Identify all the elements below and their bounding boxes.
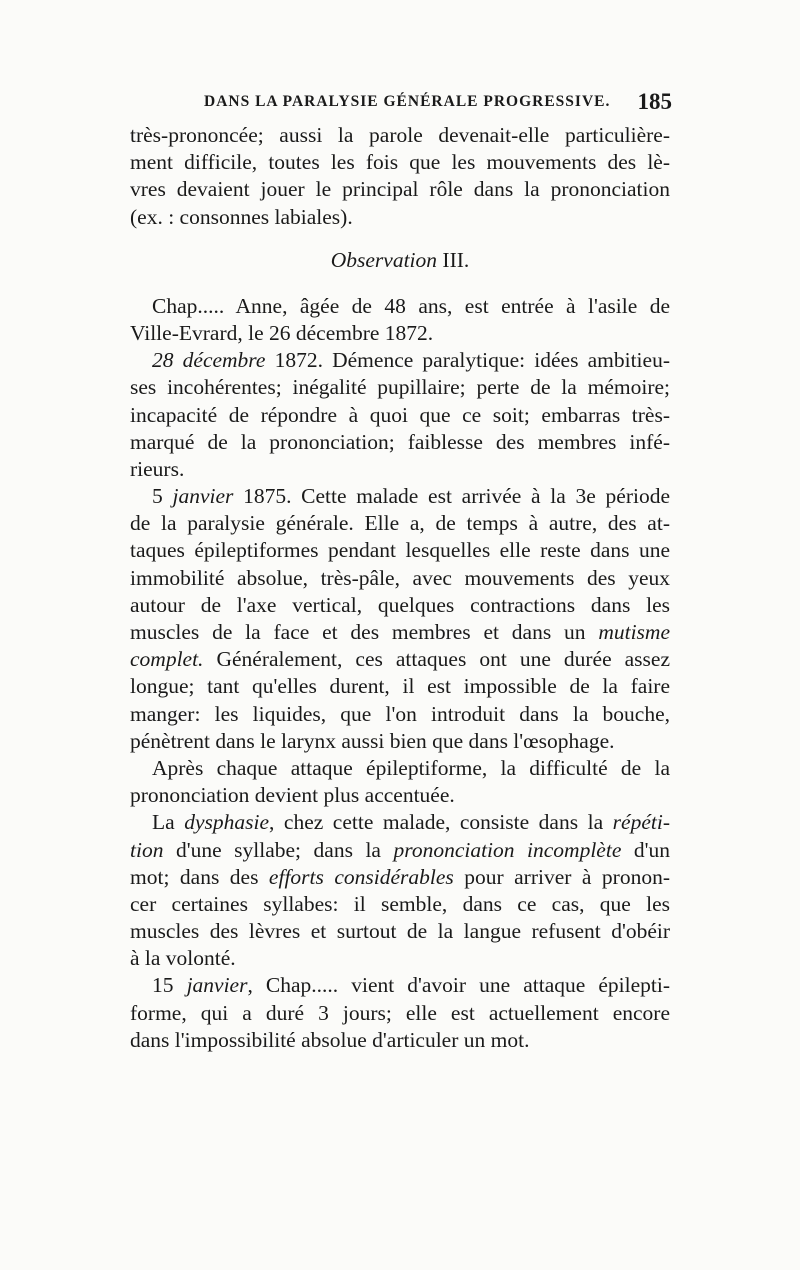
text-line — [130, 646, 670, 673]
text-line: à la volonté. — [130, 946, 236, 971]
text-run: 5 — [152, 484, 173, 509]
text-line — [130, 809, 670, 836]
italic-run: répéti- — [612, 810, 670, 835]
italic-run: tion — [130, 837, 164, 862]
page-number: 185 — [637, 89, 672, 114]
text-run: 15 — [152, 973, 187, 998]
text-line: autour de l'axe vertical, quelques contractions dans les — [130, 592, 670, 617]
text-line: ses incohérentes; inégalité pupillaire; perte de la mémoire; — [130, 375, 670, 400]
text-line: pénètrent dans le larynx aussi bien que dans l'œsophage. — [130, 728, 615, 753]
text-line — [130, 619, 670, 646]
entry-date: janvier — [186, 973, 248, 998]
text-line: prononciation devient plus accentuée. — [130, 783, 455, 808]
text-line: longue; tant qu'elles durent, il est impossible de la faire — [130, 674, 670, 699]
observation-label: Observation — [330, 247, 438, 272]
text-run: 1875. Cette malade est arrivée à la 3e période — [233, 484, 670, 509]
text-line: très-prononcée; aussi la parole devenait-elle particulière- — [130, 123, 670, 147]
text-line: vres devaient jouer le principal rôle dans la prononciation — [130, 177, 670, 202]
text-line: marqué de la prononciation; faiblesse des membres infé- — [130, 429, 670, 454]
text-run: muscles de la face et des membres et dans un — [130, 620, 599, 644]
text-run: Généralement, ces attaques ont une durée assez — [203, 647, 670, 672]
text-line: dans l'impossibilité absolue d'articuler un mot. — [130, 1027, 530, 1052]
entry-date: 28 décembre — [152, 348, 266, 373]
italic-run: dysphasie — [184, 810, 269, 835]
text-line: Ville-Evrard, le 26 décembre 1872. — [130, 320, 434, 345]
text-line: de la paralysie générale. Elle a, de temps à autre, des at- — [130, 511, 670, 536]
text-line — [130, 347, 670, 374]
text-line: muscles des lèvres et surtout de la langue refusent d'obéir — [130, 919, 670, 944]
italic-run: complet. — [130, 647, 204, 672]
text-line: Après chaque attaque épileptiforme, la difficulté de la — [152, 755, 670, 780]
page-body — [130, 122, 670, 1054]
italic-run: mutisme — [598, 620, 670, 644]
text-line — [130, 837, 670, 864]
text-line: ment difficile, toutes les fois que les mouvements des lè- — [130, 150, 670, 175]
text-line: incapacité de répondre à quoi que ce soit; embarras très- — [130, 402, 670, 427]
text-line: immobilité absolue, très-pâle, avec mouvements des yeux — [130, 565, 670, 590]
text-line: forme, qui a duré 3 jours; elle est actuellement encore — [130, 1000, 670, 1025]
entry-date: janvier — [172, 484, 234, 509]
text-line — [130, 864, 670, 891]
text-line: manger: les liquides, que l'on introduit dans la bouche, — [130, 701, 670, 726]
text-line: Chap..... Anne, âgée de 48 ans, est entrée à l'asile de — [152, 293, 670, 318]
text-line: rieurs. — [130, 456, 185, 481]
text-run: d'un — [621, 837, 671, 862]
observation-title — [130, 241, 670, 279]
text-run: d'une syllabe; dans la — [163, 837, 394, 862]
text-line: taques épileptiformes pendant lesquelles elle reste dans une — [130, 538, 670, 563]
text-run: La — [152, 810, 185, 835]
text-run: , chez cette malade, consiste dans la — [269, 810, 613, 835]
italic-run: prononciation incomplète — [393, 837, 622, 862]
text-run: , Chap..... vient d'avoir une attaque épilepti- — [247, 973, 670, 998]
observation-number: III. — [442, 247, 470, 272]
text-run: mot; dans des — [130, 864, 269, 889]
text-line: cer certaines syllabes: il semble, dans ce cas, que les — [130, 891, 670, 916]
text-line: (ex. : consonnes labiales). — [130, 204, 353, 229]
text-run: pour arriver à pronon- — [453, 864, 670, 889]
running-header — [204, 89, 672, 114]
running-title: DANS LA PARALYSIE GÉNÉRALE PROGRESSIVE. — [204, 93, 611, 110]
text-line — [130, 972, 670, 999]
italic-run: efforts considérables — [268, 864, 454, 889]
text-run: 1872. Démence paralytique: idées ambitieu- — [265, 348, 670, 373]
text-line — [130, 483, 670, 510]
